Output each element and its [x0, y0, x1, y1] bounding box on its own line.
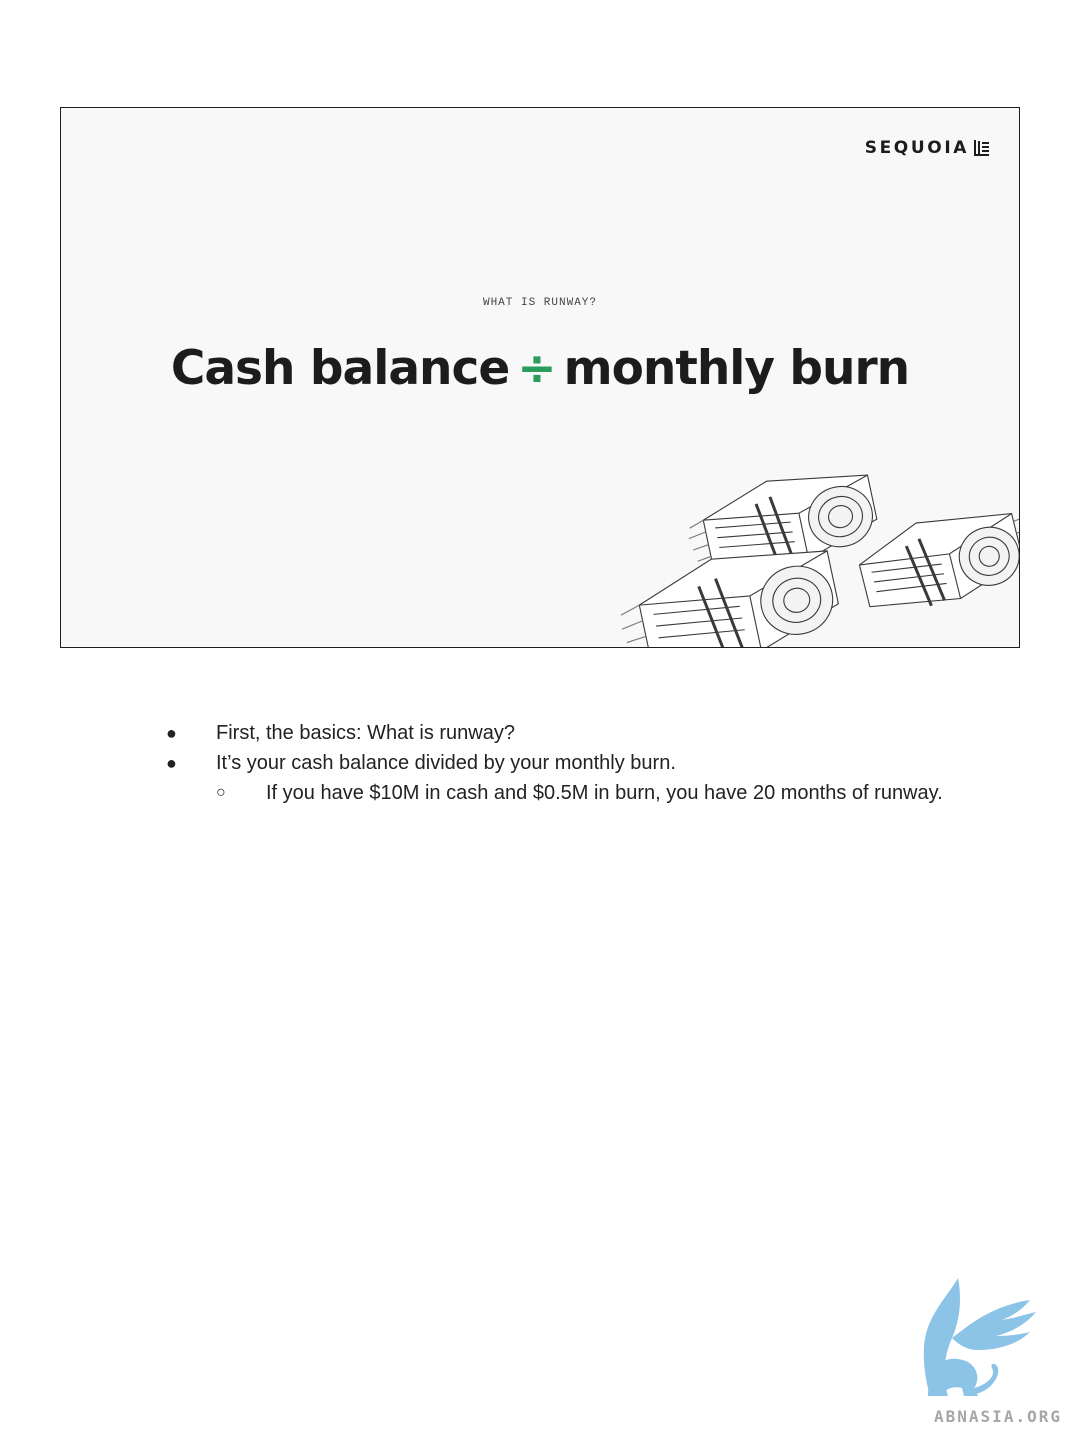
logo-text: SEQUOIA [864, 138, 969, 158]
slide [60, 107, 1020, 648]
slide-eyebrow: WHAT IS RUNWAY? [482, 297, 598, 309]
speaker-notes [162, 718, 962, 808]
bullet-icon: ● [166, 753, 177, 773]
divide-operator: ÷ [517, 341, 556, 396]
hollow-bullet-icon: ○ [216, 784, 226, 801]
watermark-text: ABNASIA.ORG [934, 1407, 1062, 1426]
money-rolls-illustration [581, 456, 1020, 648]
sub-list-item [162, 778, 962, 808]
griffin-logo-icon [918, 1276, 1078, 1401]
list-item [162, 718, 962, 748]
list-item-text: First, the basics: What is runway? [216, 722, 515, 744]
money-roll-right [853, 496, 1020, 621]
sequoia-mark-icon [974, 140, 989, 156]
sequoia-logo [865, 138, 989, 158]
headline-left: Cash balance [170, 341, 510, 396]
list-item [162, 748, 962, 778]
sub-list-item-text: If you have $10M in cash and $0.5M in burn, you have 20 months of runway. [266, 782, 943, 804]
bullet-icon: ● [166, 723, 177, 743]
headline-right: monthly burn [563, 341, 910, 396]
list-item-text: It’s your cash balance divided by your monthly burn. [216, 752, 676, 774]
abnasia-watermark [918, 1276, 1078, 1426]
slide-headline [61, 341, 1019, 396]
